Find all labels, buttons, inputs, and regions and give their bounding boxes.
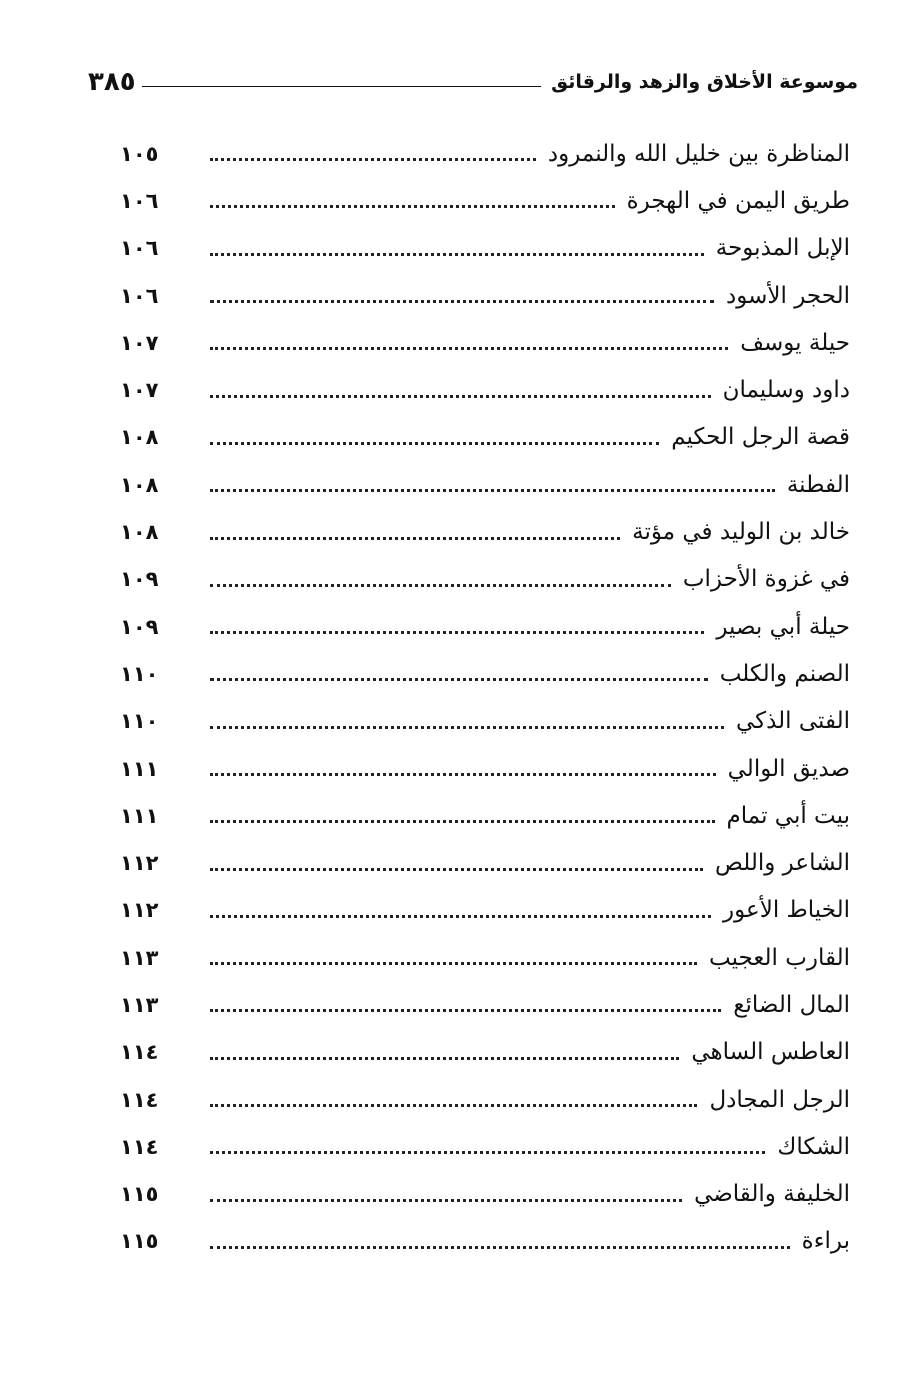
toc-entry [120, 461, 850, 508]
dot-leader [210, 300, 714, 303]
toc-entry-page: ١١٤ [120, 1087, 159, 1112]
toc-entry [120, 839, 850, 886]
toc-entry [120, 319, 850, 366]
toc-entry [120, 603, 850, 650]
toc-entry-title: المناظرة بين خليل الله والنمرود [547, 140, 850, 167]
toc-entry-title: الفطنة [786, 471, 850, 498]
toc-entry [120, 556, 850, 603]
toc-entry-page: ١١٤ [120, 1040, 159, 1065]
dot-leader [210, 820, 715, 823]
toc-entry-title: الصنم والكلب [719, 660, 850, 687]
dot-leader [210, 726, 724, 729]
toc-entry [120, 1123, 850, 1170]
table-of-contents [120, 130, 850, 1265]
toc-entry-page: ١٠٨ [120, 425, 159, 450]
toc-entry [120, 698, 850, 745]
dot-leader [210, 678, 708, 681]
toc-entry-page: ١٠٦ [120, 236, 159, 261]
toc-entry-title: الخياط الأعور [723, 897, 850, 924]
dot-leader [210, 773, 716, 776]
toc-entry-title: الفتى الذكي [735, 708, 850, 735]
dot-leader [210, 1199, 682, 1202]
dot-leader [210, 537, 620, 540]
toc-entry [120, 1076, 850, 1123]
header-rule [142, 86, 541, 87]
toc-entry-page: ١١٥ [120, 1229, 159, 1254]
toc-entry-title: طريق اليمن في الهجرة [626, 187, 850, 214]
toc-entry-page: ١٠٩ [120, 567, 159, 592]
dot-leader [210, 1009, 721, 1012]
toc-entry [120, 1218, 850, 1265]
dot-leader [210, 915, 711, 918]
toc-entry-page: ١٠٦ [120, 283, 159, 308]
toc-entry-title: القارب العجيب [709, 944, 850, 971]
toc-entry-title: الشاعر واللص [715, 850, 850, 877]
toc-entry [120, 887, 850, 934]
toc-entry-page: ١٠٦ [120, 188, 159, 213]
toc-entry [120, 934, 850, 981]
dot-leader [210, 584, 671, 587]
book-title: موسوعة الأخلاق والزهد والرقائق [551, 71, 858, 93]
dot-leader [210, 442, 659, 445]
dot-leader [210, 347, 728, 350]
dot-leader [210, 1104, 697, 1107]
toc-entry-title: المال الضائع [733, 991, 850, 1018]
toc-entry-page: ١١١ [120, 803, 159, 828]
dot-leader [210, 868, 703, 871]
toc-entry-page: ١١٠ [120, 709, 159, 734]
toc-entry [120, 366, 850, 413]
toc-entry-page: ١٠٨ [120, 472, 159, 497]
toc-entry-title: في غزوة الأحزاب [682, 566, 850, 593]
toc-entry-page: ١١٥ [120, 1182, 159, 1207]
dot-leader [210, 1057, 679, 1060]
dot-leader [210, 253, 704, 256]
toc-entry-title: العاطس الساهي [691, 1039, 850, 1066]
toc-entry-page: ١١٣ [120, 992, 159, 1017]
dot-leader [210, 489, 775, 492]
toc-entry-page: ١٠٨ [120, 520, 159, 545]
dot-leader [210, 158, 536, 161]
toc-entry [120, 272, 850, 319]
toc-entry-page: ١١٣ [120, 945, 159, 970]
dot-leader [210, 205, 615, 208]
dot-leader [210, 395, 711, 398]
toc-entry-page: ١١٢ [120, 898, 159, 923]
toc-entry-page: ١٠٩ [120, 614, 159, 639]
toc-entry-page: ١١١ [120, 756, 159, 781]
toc-entry-title: خالد بن الوليد في مؤتة [632, 519, 850, 546]
toc-entry-title: داود وسليمان [722, 377, 850, 404]
toc-entry [120, 1171, 850, 1218]
toc-entry-title: حيلة أبي بصير [716, 613, 850, 640]
toc-entry [120, 745, 850, 792]
toc-entry [120, 414, 850, 461]
toc-entry [120, 130, 850, 177]
toc-entry-title: الخليفة والقاضي [694, 1181, 850, 1208]
toc-entry-title: الشكاك [777, 1133, 850, 1160]
toc-entry-title: براءة [801, 1228, 850, 1255]
toc-entry-page: ١٠٧ [120, 378, 159, 403]
page-number: ٣٨٥ [88, 67, 136, 97]
toc-entry-page: ١٠٥ [120, 141, 159, 166]
toc-entry-title: الإبل المذبوحة [715, 235, 850, 262]
toc-entry-page: ١٠٧ [120, 330, 159, 355]
dot-leader [210, 962, 697, 965]
toc-entry [120, 981, 850, 1028]
toc-entry-title: الحجر الأسود [726, 282, 850, 309]
toc-entry [120, 508, 850, 555]
toc-entry-title: صديق الوالي [727, 755, 850, 782]
toc-entry-title: بيت أبي تمام [726, 802, 850, 829]
toc-entry-page: ١١٤ [120, 1134, 159, 1159]
toc-entry-title: حيلة يوسف [740, 329, 850, 356]
toc-entry-title: قصة الرجل الحكيم [671, 424, 850, 451]
dot-leader [210, 631, 704, 634]
toc-entry [120, 225, 850, 272]
toc-entry-title: الرجل المجادل [709, 1086, 850, 1113]
dot-leader [210, 1151, 765, 1154]
toc-entry [120, 792, 850, 839]
toc-entry [120, 1029, 850, 1076]
toc-entry-page: ١١٢ [120, 851, 159, 876]
dot-leader [210, 1246, 790, 1249]
toc-entry [120, 650, 850, 697]
running-header [88, 62, 858, 102]
toc-entry [120, 177, 850, 224]
toc-entry-page: ١١٠ [120, 661, 159, 686]
